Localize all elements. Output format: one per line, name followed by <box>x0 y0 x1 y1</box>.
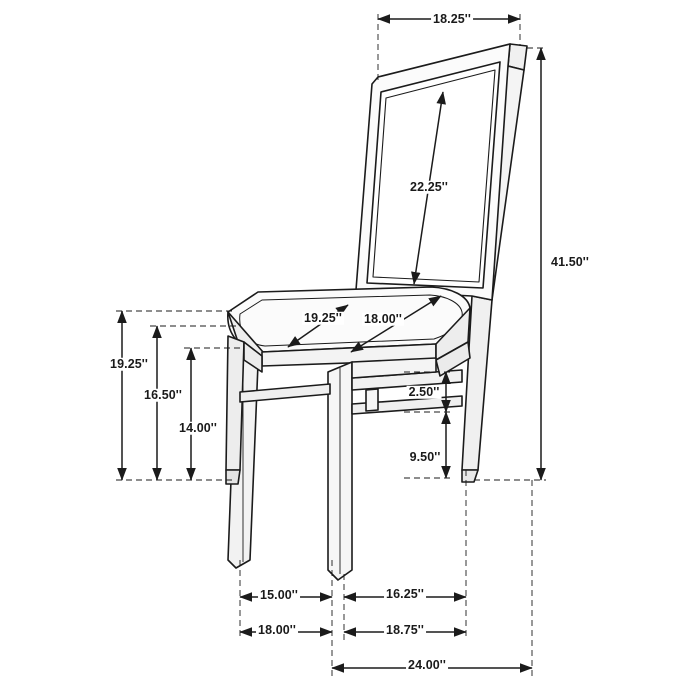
dim-label-overall-height: 41.50'' <box>551 254 589 269</box>
dim-label-stretcher-height: 9.50'' <box>409 449 441 464</box>
dim-label-leg-span-rear: 16.25'' <box>386 586 424 601</box>
dim-label-leg-span-front: 15.00'' <box>260 587 298 602</box>
dim-label-seat-height-mid: 16.50'' <box>144 387 182 402</box>
dim-label-seat-height-rear: 14.00'' <box>179 420 217 435</box>
dim-label-seat-height-front: 19.25'' <box>110 356 148 371</box>
dim-label-back-height: 22.25'' <box>410 179 448 194</box>
dim-label-overall-depth: 24.00'' <box>408 657 446 672</box>
dim-label-back-width: 18.25'' <box>433 11 471 26</box>
dim-label-seat-width: 18.00'' <box>364 311 402 326</box>
dim-label-depth-rear: 18.75'' <box>386 622 424 637</box>
dim-label-depth-front: 18.00'' <box>258 622 296 637</box>
dim-label-seat-depth: 19.25'' <box>304 310 342 325</box>
dim-label-apron-height: 2.50'' <box>408 384 440 399</box>
